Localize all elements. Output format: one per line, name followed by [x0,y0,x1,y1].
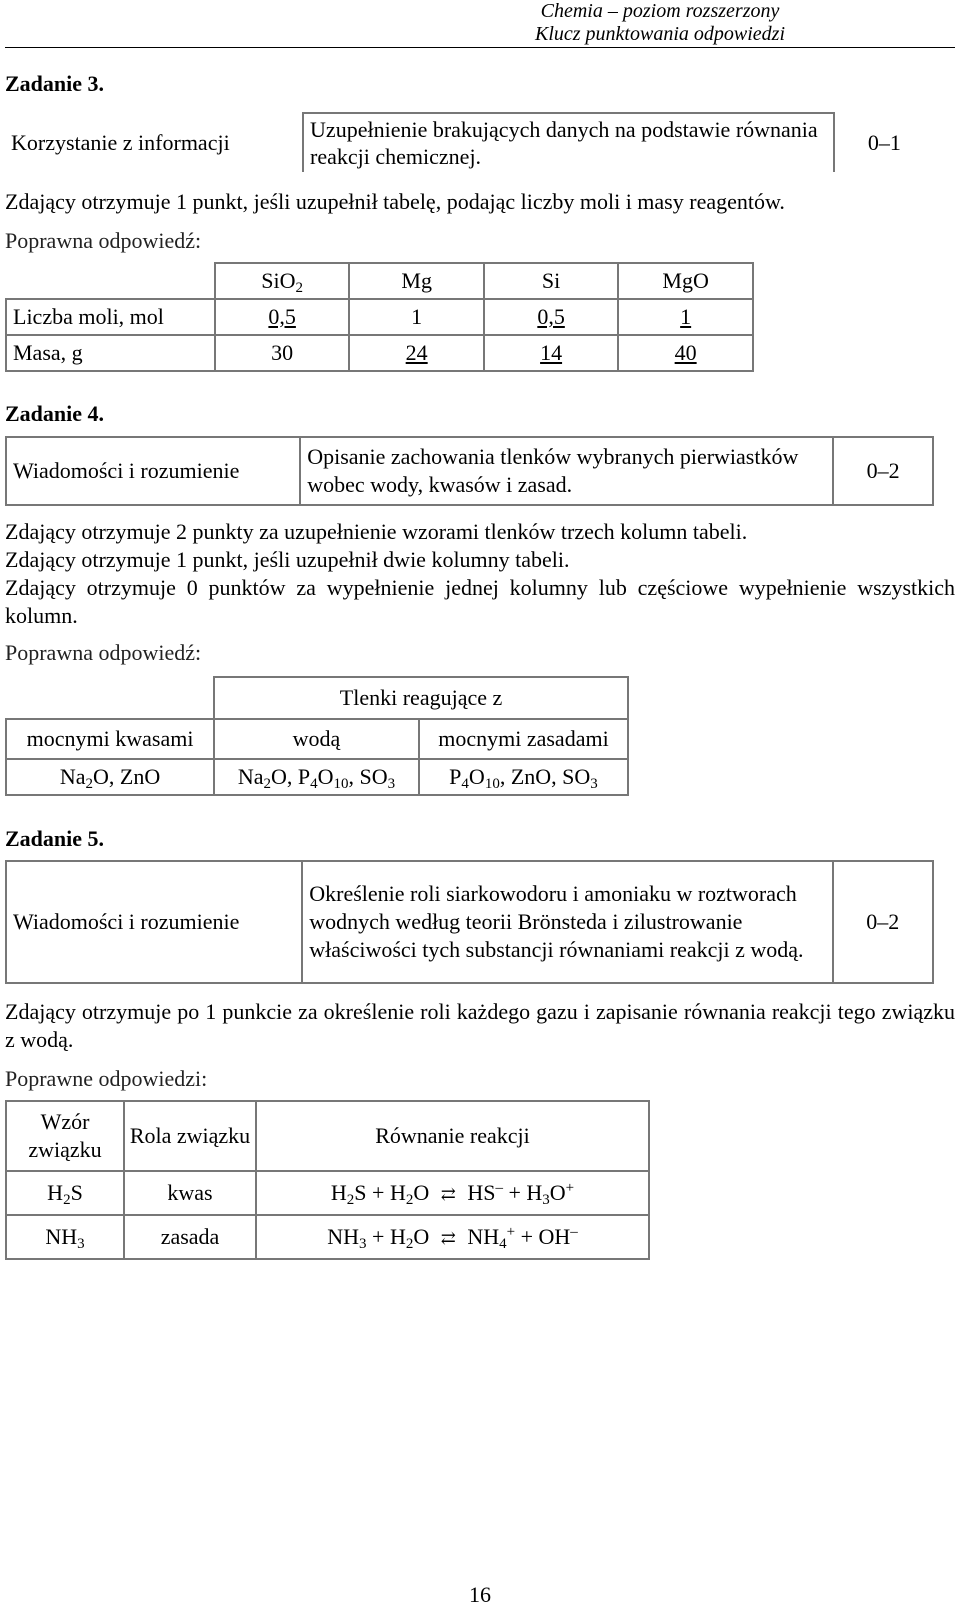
task5-answer-table [5,1100,650,1260]
task4-criterion-1: Zdający otrzymuje 2 punkty za uzupełnienie wzorami tlenków trzech kolumn tabeli. [5,519,748,544]
task5-criterion: Zdający otrzymuje po 1 punkcie za określenie roli każdego gazu i zapisanie równania reakcji tego związku z wodą. [5,999,955,1052]
equation-cell: $NH_3 + H_2O$ ⇄ $NH_4^+ + OH^-$ [256,1215,649,1259]
table-row [6,1171,649,1215]
formula-cell: $Na_2O$, $P_4O_{10}$, $SO_3$ [214,759,419,795]
equilibrium-arrow-icon: ⇄ [440,1184,456,1204]
role-cell: zasada [124,1215,256,1259]
task3-description: Uzupełnienie brakujących danych na podstawie równania reakcji chemicznej. [303,113,834,172]
task4-title: Zadanie 4. [5,401,105,426]
task5-category: Wiadomości i rozumienie [6,861,302,983]
task4-criterion-3: Zdający otrzymuje 0 punktów za wypełnienie jednej kolumny lub częściowe wypełnienie wszystkich kolumn. [5,575,955,628]
task4-info-table [5,436,934,506]
table-row: Masa, g 30 24 14 40 [6,335,753,371]
page-number: 16 [469,1582,491,1607]
task3-answer-table [5,262,754,372]
formula-cell: $Na_2O$, ZnO [6,759,214,795]
task5-description: Określenie roli siarkowodoru i amoniaku w roztworach wodnych według teorii Brönsteda i zilustrowanie właściwości tych substancji równaniami reakcji z wodą. [302,861,832,983]
formula-cell: $NH_3$ [6,1215,124,1259]
task3-answer-label: Poprawna odpowiedź: [5,228,202,253]
table-header-cell: Równanie reakcji [256,1101,649,1171]
table-row: Liczba moli, mol 0,5 1 0,5 1 [6,299,753,335]
table-header-cell: mocnymi zasadami [419,719,628,759]
header-subtitle: Klucz punktowania odpowiedzi [535,23,785,45]
table-header-cell: mocnymi kwasami [6,719,214,759]
task3-category: Korzystanie z informacji [11,129,230,155]
table-header-cell: Rola związku [124,1101,256,1171]
table-row [6,759,628,795]
formula-cell: $H_2S$ [6,1171,124,1215]
equilibrium-arrow-icon: ⇄ [440,1228,456,1248]
formula-cell: $P_4O_{10}$, ZnO, $SO_3$ [419,759,628,795]
task5-answer-label: Poprawne odpowiedzi: [5,1066,208,1091]
task4-answer-table [5,676,629,796]
task4-answer-label: Poprawna odpowiedź: [5,640,202,665]
table-header-cell: wodą [214,719,419,759]
header-divider [5,47,955,48]
table-header-cell: Si [484,263,618,299]
table-header-cell: SiO$_2$ [215,263,350,299]
table-row [6,1215,649,1259]
header-subject: Chemia – poziom rozszerzony [540,0,780,22]
task3-points: 0–1 [867,129,901,155]
page-header [360,0,960,46]
table-header-cell: Mg [349,263,483,299]
equation-cell: $H_2S + H_2O$ ⇄ $HS^- + H_3O^+$ [256,1171,649,1215]
task4-description: Opisanie zachowania tlenków wybranych pierwiastków wobec wody, kwasów i zasad. [300,437,833,505]
table-header-cell: Wzór związku [6,1101,124,1171]
task5-title: Zadanie 5. [5,826,105,851]
task3-title: Zadanie 3. [5,71,105,96]
task4-criterion-2: Zdający otrzymuje 1 punkt, jeśli uzupełnił dwie kolumny tabeli. [5,547,570,572]
task3-info-table [5,112,934,172]
table-header-cell: Tlenki reagujące z [214,677,628,719]
role-cell: kwas [124,1171,256,1215]
task4-category: Wiadomości i rozumienie [6,437,300,505]
task4-points: 0–2 [833,437,933,505]
task3-criterion: Zdający otrzymuje 1 punkt, jeśli uzupełnił tabelę, podając liczby moli i masy reagentów. [5,189,785,214]
table-header-cell: MgO [618,263,753,299]
task5-info-table [5,860,934,984]
task5-points: 0–2 [833,861,933,983]
